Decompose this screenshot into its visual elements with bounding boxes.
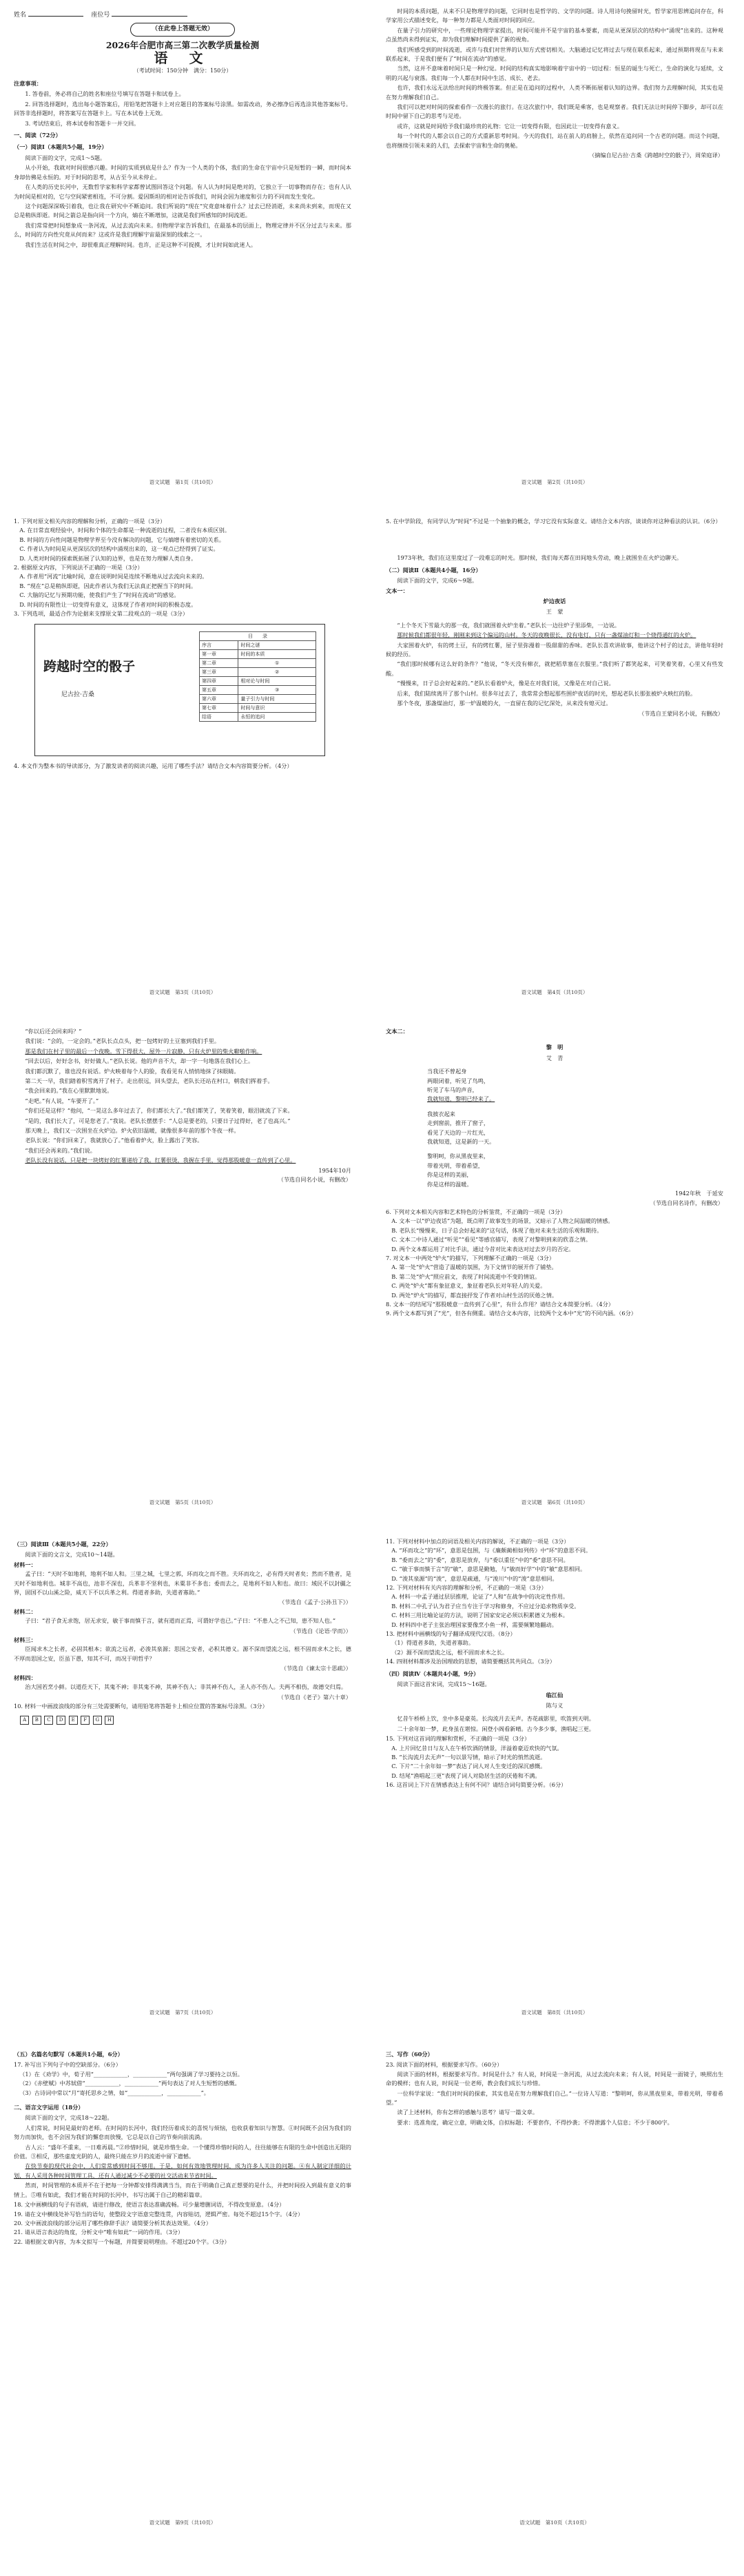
option-b: B. 第二处“炉火”照应前文，表现了时间流逝中不变的情谊。 xyxy=(391,1272,541,1280)
answer-space xyxy=(386,526,723,554)
option-a: A. 作者用“河流”比喻时间，意在说明时间是连续不断地从过去流向未来的。 xyxy=(19,573,208,580)
ci-line: 忆昔午桥桥上饮，坐中多是豪英。长沟流月去无声。杏花疏影里，吹笛到天明。 xyxy=(397,1715,595,1723)
story-para: “我们那时候哪有这么好的条件？”他说，“冬天没有棉衣，就把稻草塞在衣服里。”我们听了都笑起来，可笑着笑着，心里又有些发酸。 xyxy=(386,660,723,677)
material-1-text: 孟子曰：“天时不如地利，地利不如人和。三里之城，七里之郭，环而攻之而不胜。夫环而攻之，必有得天时者矣；然而不胜者，是天时不如地利也。城非不高也，池非不深也，兵革非不坚利也，米粟非不多也；委而去之，是地利不如人和也。故曰：域民不以封疆之界，固国不以山溪之险，威天下不以兵革之利。得道者多助，失道者寡助。” xyxy=(14,1570,351,1596)
notes-title: 注意事项： xyxy=(14,80,42,88)
toc-chapter: 第六章 xyxy=(200,695,238,704)
answer-box[interactable]: E xyxy=(69,1716,78,1725)
option-c: C. 材料三用比喻论证的方法，说明了国家安定必须以积累德义为根本。 xyxy=(391,1612,568,1619)
seat-label: 座位号 xyxy=(91,12,110,19)
passage-para: 我们所感受到的时间流逝，或许与我们对世界的认知方式密切相关。大脑通过记忆将过去与现在联系起来，通过预期将现在与未来联系起来，于是我们便有了“时间在流动”的感觉。 xyxy=(386,45,723,63)
question-6: 6. 下列对文本相关内容和艺术特色的分析鉴赏，不正确的一项是（3分） xyxy=(386,1208,566,1215)
page-footer: 语文试题 第8页（共10页） xyxy=(521,2009,588,2016)
translation-item: （2）源不深而望流之远，根不固而求木之长。 xyxy=(391,1648,508,1656)
passage-source: （摘编自尼古拉·吉桑《跨越时空的骰子》，周荣庭译） xyxy=(588,152,723,159)
passage-para: 或许，这就是时间给予我们最珍贵的礼物：它让一切变得有限，也因此让一切变得有意义。 xyxy=(397,122,623,130)
page-8 xyxy=(386,1537,723,2020)
toc-title: 时间的本质 xyxy=(238,650,316,659)
story-para: “上个冬天下雪最大的那一夜，我们就围着火炉坐着。”老队长一边往炉子里添柴，一边说。 xyxy=(397,621,620,629)
poem-date: 1942年秋 于延安 xyxy=(675,1190,723,1197)
question-14: 14. 四则材料都涉及治国理政的思想，请简要概括其共同点。（3分） xyxy=(386,1658,555,1665)
poem-line: 看见了天边的一片红光， xyxy=(427,1128,490,1136)
story-author: 王 蒙 xyxy=(546,608,564,616)
question-15: 15. 下列对这首词的理解和赏析，不正确的一项是（3分） xyxy=(386,1735,530,1743)
question-1: 1. 下列对原文相关内容的理解和分析，正确的一项是（3分） xyxy=(14,518,166,525)
option-b: B. 老队长“慢慢来，日子总会好起来的”这句话，体现了他对未来生活的乐观和期待。 xyxy=(391,1226,603,1234)
story-source: （节选自同名小说，有删改） xyxy=(278,1176,351,1184)
option-d: D. 结尾“渔唱起三更”表现了词人对隐居生活的厌倦和不满。 xyxy=(391,1772,541,1779)
question-17: 17. 补写出下列句子中的空缺部分。（6分） xyxy=(14,2061,121,2069)
story-para: “我会回来的。”我在心里默默地说。 xyxy=(25,1087,113,1095)
page-footer: 语文试题 第7页（共10页） xyxy=(149,2009,216,2016)
passage-para: 我们生活在时间之中，却很难真正理解时间。也许，正是这种不可捉摸，才让时间如此迷人。 xyxy=(25,241,257,248)
translation-item: （1）得道者多助，失道者寡助。 xyxy=(391,1639,475,1647)
section-writing-title: 三、写作（60分） xyxy=(386,2051,433,2058)
page-3 xyxy=(14,517,351,1000)
section-1-1-title: （一）阅读Ⅰ（本题共5小题，19分） xyxy=(14,143,107,151)
page-4 xyxy=(386,517,723,1000)
passage-para: 这个问题深深吸引着我，也让我在研究中不断追问。我们所说的“现在”究竟意味着什么？过去已经消逝，未来尚未到来，而现在又总是稍纵即逝。时间之箭总是指向同一个方向，熵在不断增加，这就是我们所感知的时间流逝。 xyxy=(14,202,351,219)
subject-title: 语 文 xyxy=(154,50,211,67)
story-source: （节选自王蒙同名小说，有删改） xyxy=(639,709,723,717)
page-5 xyxy=(14,1027,351,1510)
story-para: 那个冬夜，那盏煤油灯，那一炉温暖的火，一直留在我的记忆深处，从来没有熄灭过。 xyxy=(397,700,612,707)
prompt-para: 阅读下面的材料，根据要求写作。时间是什么？有人说，时间是一条河流，从过去流向未来；有人说，时间是一面镜子，映照出生命的模样；也有人说，时间是一位老师，教会我们成长与珍惜。 xyxy=(386,2070,723,2087)
toc-title: 量子引力与时间 xyxy=(238,695,316,704)
option-d: D. “浚其泉源”的“浚”，意思是疏通，与“浚川”中的“浚”意思相同。 xyxy=(391,1574,558,1582)
page-footer: 语文试题 第10页（共10页） xyxy=(519,2519,590,2526)
passage-para: 在量子引力的研究中，一些理论物理学家提出，时间可能并不是宇宙的基本要素，而是从更深层次的结构中“涌现”出来的。这种观点虽然尚未得到证实，却为我们理解时间提供了新的视角。 xyxy=(386,26,723,43)
toc-heading: 目 录 xyxy=(200,632,316,641)
story-para: 我们说：“会的，一定会的。”老队长点点头，把一包烤好的土豆塞到我们手里。 xyxy=(25,1037,220,1045)
section-2-title: （二）阅读Ⅱ（本题共4小题，16分） xyxy=(386,566,482,574)
option-b: B. “长沟流月去无声”一句以景写情，暗示了时光的悄然流逝。 xyxy=(391,1753,546,1761)
section-1-title: 一、阅读（72分） xyxy=(14,132,61,139)
answer-box[interactable]: C xyxy=(44,1716,53,1725)
material-4-text: 治大国若烹小鲜。以道莅天下，其鬼不神；非其鬼不神，其神不伤人；非其神不伤人，圣人亦不伤人。夫两不相伤，故德交归焉。 xyxy=(25,1683,347,1691)
toc-title: ② xyxy=(238,668,316,677)
question-5: 5. 在中学阶段，有同学认为“时间”不过是一个抽象的概念，学习它没有实际意义。请结合文本内容，谈谈你对这种看法的认识。（6分） xyxy=(386,518,721,525)
option-a: A. “环而攻之”的“环”，意思是包围，与《廉颇蔺相如列传》中“环”的意思不同。 xyxy=(391,1547,592,1554)
prompt-para: 读了上述材料，你有怎样的感触与思考？请写一篇文章。 xyxy=(397,2109,539,2116)
poem-line: 当我还不曾起身 xyxy=(427,1068,467,1075)
toc-title: 时间与意识 xyxy=(238,704,316,713)
poem-line: 我就知道，这是新的一天。 xyxy=(427,1138,495,1146)
option-b: B. “委而去之”的“委”，意思是放弃，与“委以重任”中的“委”意思不同。 xyxy=(391,1556,569,1563)
answer-box[interactable]: G xyxy=(93,1716,102,1725)
toc-title: ① xyxy=(238,659,316,668)
poem-stanza-break xyxy=(427,1146,723,1152)
option-a: A. 第一处“炉火”营造了温暖的氛围，为下文情节的展开作了铺垫。 xyxy=(391,1264,557,1271)
material-1-label: 材料一： xyxy=(14,1561,37,1568)
question-19: 19. 请在文中横线处补写恰当的语句，使整段文字语意完整连贯，内容贴切，逻辑严密。每处不超过15个字。（4分） xyxy=(14,2210,304,2218)
answer-box[interactable]: B xyxy=(32,1716,41,1725)
table-of-contents xyxy=(199,631,316,722)
ci-line: 二十余年如一梦，此身虽在堪惊。闲登小阁看新晴。古今多少事，渔唱起三更。 xyxy=(397,1725,595,1732)
answer-box[interactable]: H xyxy=(105,1716,114,1725)
passage-para: 在人类的历史长河中，无数哲学家和科学家都曾试图回答这个问题。有人认为时间是绝对的，它独立于一切事物而存在；也有人认为时间是相对的，它与空间紧密相连，不可分割。爱因斯坦的相对论告诉我们，时间会因为速度和引力的不同而发生变化。 xyxy=(14,183,351,200)
page-footer: 语文试题 第1页（共10页） xyxy=(149,478,216,485)
page-10 xyxy=(386,2047,723,2530)
option-d: D. 人类对时间的探索既拓展了认知的边界，也是在努力理解人类自身。 xyxy=(19,554,197,562)
option-c: C. 大脑的记忆与预期功能，使我们产生了“时间在流动”的感觉。 xyxy=(19,591,180,599)
poem-line: 带着光明，带着希望， xyxy=(427,1162,484,1169)
page-9 xyxy=(14,2047,351,2530)
option-c: C. “敏于事而慎于言”的“敏”，意思是勤勉，与“敏而好学”中的“敏”意思相同。 xyxy=(391,1565,586,1573)
material-4-label: 材料四： xyxy=(14,1674,37,1681)
page-6 xyxy=(386,1027,723,1510)
question-22: 22. 请根据文章内容，为本文拟写一个标题，并简要说明理由。不超过20个字。（3分） xyxy=(14,2238,230,2245)
story-para: 老队长说：“你们回来了，我就放心了。”他看着炉火，脸上露出了笑容。 xyxy=(25,1137,203,1144)
material-2-text: 子曰：“君子食无求饱，居无求安，敏于事而慎于言，就有道而正焉，可谓好学也已。”子曰：“不患人之不己知，患不知人也。” xyxy=(25,1617,336,1625)
toc-title: 相对论与时间 xyxy=(238,677,316,686)
story-para: 第二天一早，我们踏着积雪离开了村子。走出很远，回头望去，老队长还站在村口，朝我们挥着手。 xyxy=(25,1077,273,1085)
story-para: “你以后还会回来吗？” xyxy=(25,1028,82,1035)
passage-para: 古人云：“盛年不重来，一日难再晨。”②珍惜时间，就是珍惜生命。一个懂得珍惜时间的人，往往能够在有限的生命中创造出无限的价值。③相反，那些虚度光阴的人，最终只能在岁月的流逝中留下遗憾。 xyxy=(14,2143,351,2160)
story-para: “回去以后，好好念书，好好做人。”老队长说。他的声音不大，却一字一句地落在我们心上。 xyxy=(25,1057,254,1065)
seat-blank xyxy=(112,16,187,17)
instruction: 阅读下面这首宋词，完成15～16题。 xyxy=(397,1681,490,1688)
option-a: A. 在日常直观经验中，时间和个体的生命都是一种流逝的过程，二者没有本质区别。 xyxy=(19,527,231,534)
question-9: 9. 两个文本都写到了“光”，但各有侧重。请结合文本内容，比较两个文本中“光”的不同内涵。（6分） xyxy=(386,1310,637,1317)
option-a: A. 材料一中孟子通过层层推理，论证了“人和”在战争中的决定性作用。 xyxy=(391,1593,569,1601)
toc-chapter: 序言 xyxy=(200,641,238,650)
instruction: 阅读下面的文言文，完成10～14题。 xyxy=(25,1551,118,1559)
text-2-label: 文本二： xyxy=(386,1028,409,1035)
section-language-title: 二、语言文字运用（18分） xyxy=(14,2104,84,2111)
passage-para: 当然，这并不意味着时间只是一种幻觉。时间的结构真实地影响着宇宙中的一切过程：恒星的诞生与死亡，生命的演化与延续，文明的兴起与衰落。我们每一个人都在时间中生活、成长、老去。 xyxy=(386,65,723,81)
answer-box[interactable]: A xyxy=(20,1716,29,1725)
ci-title: 临江仙 xyxy=(546,1691,564,1698)
fill-item: （2）《赤壁赋》中苏轼借“____________，____________”两句表达了对人生短暂的感慨。 xyxy=(19,2080,240,2087)
question-13: 13. 把材料中画横线的句子翻译成现代汉语。（8分） xyxy=(386,1630,516,1638)
passage-para: 1973年秋，我们在这里度过了一段难忘的时光。那时候，我们每天都在田间地头劳动，晚上就围坐在火炉边聊天。 xyxy=(397,554,683,562)
passage-para: 我们常常把时间想象成一条河流，从过去流向未来。但物理学家告诉我们，在最基本的层面上，物理定律并不区分过去与未来。那么，时间的方向性究竟从何而来？这或许是我们理解宇宙最深刻的线索之一。 xyxy=(14,221,351,239)
table-row xyxy=(200,695,316,704)
note-1: 1. 答卷前，务必将自己的姓名和座位号填写在答题卡和试卷上。 xyxy=(25,90,185,98)
story-para: “你们还是这样？”他问，“一晃这么多年过去了，你们都长大了。”我们都笑了，笑着笑着，眼泪就流了下来。 xyxy=(25,1107,293,1115)
page-footer: 语文试题 第2页（共10页） xyxy=(521,478,588,485)
note-2: 2. 回答选择题时，选出每小题答案后，用铅笔把答题卡上对应题目的答案标号涂黑。如需改动，务必擦净后再选涂其他答案标号。回答非选择题时，将答案写在答题卡上。写在本试卷上无效。 xyxy=(14,100,351,117)
option-c: C. 两处“炉火”都有象征意义，象征着老队长对年轻人的关爱。 xyxy=(391,1282,546,1290)
story-para: “我们还会再来的。”我们说。 xyxy=(25,1146,96,1154)
material-3-source: （节选自《谏太宗十思疏》） xyxy=(280,1665,351,1672)
material-2-source: （节选自《论语·学而》） xyxy=(290,1627,351,1634)
material-2-label: 材料二： xyxy=(14,1608,37,1615)
book-author: 尼古拉·吉桑 xyxy=(61,691,94,699)
answer-boxes xyxy=(19,1715,351,1725)
fill-item: （1）在《劝学》中，荀子用“____________，____________”两句强调了学习要持之以恒。 xyxy=(19,2070,243,2078)
toc-chapter: 结语 xyxy=(200,713,238,722)
passage-para: 每一个时代的人都会以自己的方式重新思考时间。今天的我们，站在前人的肩膀上，依然在追问同一个古老的问题。而这个问题，也将继续引领未来的人们，去探索宇宙和生命的奥秘。 xyxy=(386,132,723,149)
toc-chapter: 第一章 xyxy=(200,650,238,659)
toc-chapter: 第二章 xyxy=(200,659,238,668)
page-footer: 语文试题 第9页（共10页） xyxy=(149,2519,216,2526)
story-para: “是的，我们长大了，可是您老了。”我说。老队长摆摆手：“人总是要老的，只要日子过得好，老了也高兴。” xyxy=(25,1117,291,1124)
story-para: “走吧。”有人说，“车要开了。” xyxy=(25,1097,99,1104)
writing-requirements: 要求：选准角度，确定立意，明确文体，自拟标题；不要套作，不得抄袭；不得泄露个人信息；不少于800字。 xyxy=(397,2118,673,2126)
material-3-label: 材料三： xyxy=(14,1636,37,1644)
section-3-title: （三）阅读Ⅲ（本题共5小题，22分） xyxy=(14,1541,112,1548)
answer-invalid-badge: （在此卷上答题无效） xyxy=(130,23,235,36)
option-a: A. 上片回忆昔日与友人在午桥饮酒的情景，洋溢着豪迈欢快的气氛。 xyxy=(391,1744,563,1752)
passage-para: 从小开始，我就对时间很感兴趣。时间的实质到底是什么？作为一个人类的个体，我们的生命在宇宙中只是短暂的一瞬，而时间本身却仿佛是永恒的。对于时间的思考，从古至今从未停止。 xyxy=(14,164,351,181)
option-d: D. 时间的有限性让一切变得有意义，这体现了作者对时间的积极态度。 xyxy=(19,600,197,608)
question-12: 12. 下列对材料有关内容的理解和分析，不正确的一项是（3分） xyxy=(386,1584,547,1592)
name-blank xyxy=(28,16,83,17)
story-para: 后来，我们陆续离开了那个山村。很多年过去了，我常常会想起那些围炉夜话的时光，想起老队长那张被炉火映红的脸。 xyxy=(397,689,696,697)
option-b: B. 材料二中孔子认为君子应当专注于学习和修身，不应过分追求物质享受。 xyxy=(391,1602,580,1610)
story-para: 那天晚上，我们又一次围坐在火炉边。炉火依旧温暖，就像很多年前的那个冬夜一样。 xyxy=(25,1127,240,1135)
exam-title: 2026年合肥市高三第二次教学质量检测 xyxy=(105,39,260,50)
page-footer: 语文试题 第4页（共10页） xyxy=(521,988,588,995)
toc-chapter: 第五章 xyxy=(200,686,238,695)
story-para: 那时候我们都很年轻，刚刚来到这个偏远的山村。冬天的夜晚很长，没有电灯，只有一盏煤油灯和一个烧得通红的火炉。 xyxy=(397,631,696,639)
poem-title: 黎 明 xyxy=(546,1044,564,1051)
question-2: 2. 根据原文内容，下列说法不正确的一项是（3分） xyxy=(14,564,143,571)
toc-title: ③ xyxy=(238,686,316,695)
name-label: 姓名 xyxy=(14,12,27,19)
toc-chapter: 第七章 xyxy=(200,704,238,713)
poem-line: 走到窗前，推开了窗子， xyxy=(427,1119,490,1127)
poem-line: 两眼闭着，听见了鸟鸣， xyxy=(427,1077,490,1084)
poem-line: 你是这样的温暖。 xyxy=(427,1180,473,1188)
toc-title: 时间之谜 xyxy=(238,641,316,650)
page-2 xyxy=(386,7,723,489)
poem-line: 我披衣起来 xyxy=(427,1110,455,1117)
passage-para: 然而，时间管理的本质并不在于把每一分钟都安排得满满当当，而在于明确自己真正想要的是什么，并把时间投入到最有意义的事情上。⑤唯有如此，我们才能在时间的长河中，书写出属于自己的精彩篇章。 xyxy=(14,2182,351,2198)
poem-author: 艾 青 xyxy=(546,1054,564,1062)
option-d: D. 材料四中老子主张治理国家要像烹小鱼一样，需要频繁地翻动。 xyxy=(391,1621,557,1628)
option-b: B. “现在”总是稍纵即逝，因此作者认为我们无法真正把握当下的时间。 xyxy=(19,582,197,589)
exam-info: （考试时间：150分钟 满分：150分） xyxy=(133,67,232,74)
ci-author: 陈与义 xyxy=(546,1701,564,1709)
option-c: C. 作者认为时间是从更深层次的结构中涌现出来的，这一观点已经得到了证实。 xyxy=(19,545,219,553)
passage-para: 我们可以把对时间的探索看作一次漫长的旅行。在这次旅行中，我们既是乘客，也是观察者。我们无法让时间停下脚步，却可以在时间中留下自己的思考与足迹。 xyxy=(386,103,723,120)
option-d: D. 两个文本都运用了对比手法，通过今昔对比来表达对过去岁月的否定。 xyxy=(391,1245,575,1252)
table-row xyxy=(200,686,316,695)
question-11: 11. 下列对材料中加点的词语及相关内容的解说，不正确的一项是（3分） xyxy=(386,1538,570,1545)
section-4-title: （四）阅读Ⅳ（本题共4小题，9分） xyxy=(386,1670,479,1677)
prompt-para: 一位科学家说：“我们对时间的探索，其实也是在努力理解我们自己。”一位诗人写道：“黎明呵，你从黑夜里来，带着光明，带着希望。” xyxy=(386,2089,723,2107)
answer-box[interactable]: D xyxy=(56,1716,65,1725)
section-5-title: （五）名篇名句默写（本题共1小题，6分） xyxy=(14,2051,123,2058)
table-row xyxy=(200,668,316,677)
option-c: C. 文本二中诗人通过“听见”“看见”等感官描写，表现了对黎明到来的欣喜之情。 xyxy=(391,1236,592,1244)
poem-line: 你是这样的美丽， xyxy=(427,1171,473,1179)
question-18: 18. 文中画横线的句子有语病，请进行修改，使语言表达准确流畅。可少量增删词语，不得改变原意。（4分） xyxy=(14,2201,285,2209)
toc-chapter: 第四章 xyxy=(200,677,238,686)
page-footer: 语文试题 第3页（共10页） xyxy=(149,988,216,995)
table-row xyxy=(200,659,316,668)
instruction: 阅读下面的文字，完成18～22题。 xyxy=(25,2114,113,2122)
question-16: 16. 这首词上下片在情感表达上有何不同？请结合词句简要分析。（6分） xyxy=(386,1781,567,1789)
page-footer: 语文试题 第6页（共10页） xyxy=(521,1499,588,1505)
toc-chapter: 第三章 xyxy=(200,668,238,677)
option-b: B. 时间的方向性问题是物理学界至今没有解决的问题，它与熵增有着密切的关系。 xyxy=(19,536,225,543)
poem-line: 我就知道，黎明已经来了。 xyxy=(427,1095,495,1103)
option-a: A. 文本一以“炉边夜话”为题，既点明了故事发生的场景，又暗示了人物之间温暖的情感。 xyxy=(391,1217,614,1225)
option-c: C. 下片“二十余年如一梦”表达了词人对人生变迁的深沉感慨。 xyxy=(391,1763,546,1770)
poem-stanza-break xyxy=(427,1104,723,1110)
fill-item: （3）古诗词中常以“月”寄托思乡之情，如“____________，____________”。 xyxy=(19,2089,209,2096)
text-1-label: 文本一： xyxy=(386,587,409,594)
question-3: 3. 下列选项，最适合作为论据来支撑原文第二段观点的一项是（3分） xyxy=(14,610,189,618)
material-3-text: 臣闻求木之长者，必固其根本；欲流之远者，必浚其泉源；思国之安者，必积其德义。源不深而望流之远，根不固而求木之长，德不厚而思国之安，臣虽下愚，知其不可，而况于明哲乎？ xyxy=(14,1645,351,1662)
passage-para: 时间的本质问题，从来不只是物理学的问题，它同时也是哲学的、文学的问题。诗人用诗句挽留时光，哲学家用思辨追问存在，科学家用公式描述变化，每一种努力都是人类面对时间的回应。 xyxy=(386,8,723,24)
question-7: 7. 对文本一中两处“炉火”的描写，下列理解不正确的一项是（3分） xyxy=(386,1254,555,1261)
candidate-info xyxy=(14,11,351,20)
story-para: 我们都沉默了，谁也没有说话。炉火映着每个人的脸，我看见有人悄悄地抹了抹眼睛。 xyxy=(25,1067,240,1075)
story-para: “慢慢来，日子总会好起来的。”老队长看着炉火，像是在对我们说，又像是在对自己说。 xyxy=(397,680,614,687)
passage-para: 人们常说，时间是最好的老师。在时间的长河中，我们经历着成长的喜悦与烦恼，也收获着知识与智慧。①时间既不会因为我们的努力而加快，也不会因为我们的懈怠而放慢，它总是以自己的节奏向前流淌。 xyxy=(14,2124,351,2141)
table-row xyxy=(200,650,316,659)
passage-para: 也许，我们永远无法给出时间的终极答案。但正是在追问的过程中，人类不断拓展着认知的边界。我们努力去理解时间，其实也是在努力理解我们自己。 xyxy=(386,84,723,101)
toc-title: 永恒的追问 xyxy=(238,713,316,722)
question-8: 8. 文本一的结尾写“那股暖意一直传到了心里”，有什么作用？请结合文本简要分析。（4分） xyxy=(386,1300,614,1308)
question-20: 20. 文中画波浪线的部分运用了哪些修辞手法？请简要分析其表达效果。（4分） xyxy=(14,2219,211,2227)
table-row xyxy=(200,677,316,686)
story-date: 1954年10月 xyxy=(318,1166,351,1174)
book-title: 跨越时空的骰子 xyxy=(43,659,136,675)
poem-source: （节选自同名诗作，有删改） xyxy=(650,1199,723,1206)
story-title: 炉边夜话 xyxy=(543,598,566,605)
option-d: D. 两处“炉火”的描写，都直接抒发了作者对山村生活的厌倦之情。 xyxy=(391,1291,558,1299)
question-23: 23. 阅读下面的材料，根据要求写作。（60分） xyxy=(386,2061,503,2069)
poem-line: 黎明呵，你从黑夜里来， xyxy=(427,1153,490,1160)
page-1 xyxy=(14,7,351,489)
book-cover-figure xyxy=(34,624,325,756)
page-7 xyxy=(14,1537,351,2020)
instruction: 阅读下面的文字，完成1～5题。 xyxy=(25,154,106,161)
question-10: 10. 材料一中画波浪线的部分有三处需要断句，请用铅笔将答题卡上相应位置的答案标号涂黑。（3分） xyxy=(14,1702,268,1710)
story-para: 大家围着火炉，有的烤土豆，有的烤红薯，屋子里弥漫着一股甜甜的香味。老队长喜欢讲故事，他讲这个村子的过去，讲他年轻时候的经历。 xyxy=(386,641,723,658)
story-para: 那是我们在村子里的最后一个夜晚。雪下得很大，屋外一片寂静，只有火炉里的柴火噼啪作响。 xyxy=(25,1047,262,1055)
table-row xyxy=(200,713,316,722)
question-4: 4. 本文作为整本书的导读部分，为了激发读者的阅读兴趣，运用了哪些手法？请结合文本内容简要分析。（4分） xyxy=(14,762,293,770)
note-3: 3. 考试结束后，将本试卷和答题卡一并交回。 xyxy=(25,119,140,127)
question-21: 21. 请从语言表达的角度，分析文中“唯有如此”一词的作用。（3分） xyxy=(14,2229,184,2236)
table-row xyxy=(200,704,316,713)
poem-line: 听见了车马的声音， xyxy=(427,1086,478,1094)
instruction: 阅读下面的文字，完成6～9题。 xyxy=(397,577,478,585)
passage-para: 在快节奏的现代社会中，人们常常感到时间不够用。于是，如何有效地管理时间，成为许多人关注的问题。④有人制定详细的计划，有人采用各种时间管理工具，还有人通过减少不必要的社交活动来节省时间。 xyxy=(14,2162,351,2179)
material-1-source: （节选自《孟子·公孙丑下》） xyxy=(279,1599,351,1606)
answer-box[interactable]: F xyxy=(81,1716,90,1725)
material-4-source: （节选自《老子》第六十章） xyxy=(278,1693,351,1701)
table-row xyxy=(200,641,316,650)
story-para: 老队长没有说话，只是把一块烤好的红薯递给了我。红薯很烫，我握在手里，觉得那股暖意一直传到了心里。 xyxy=(25,1157,296,1164)
page-footer: 语文试题 第5页（共10页） xyxy=(149,1499,216,1505)
